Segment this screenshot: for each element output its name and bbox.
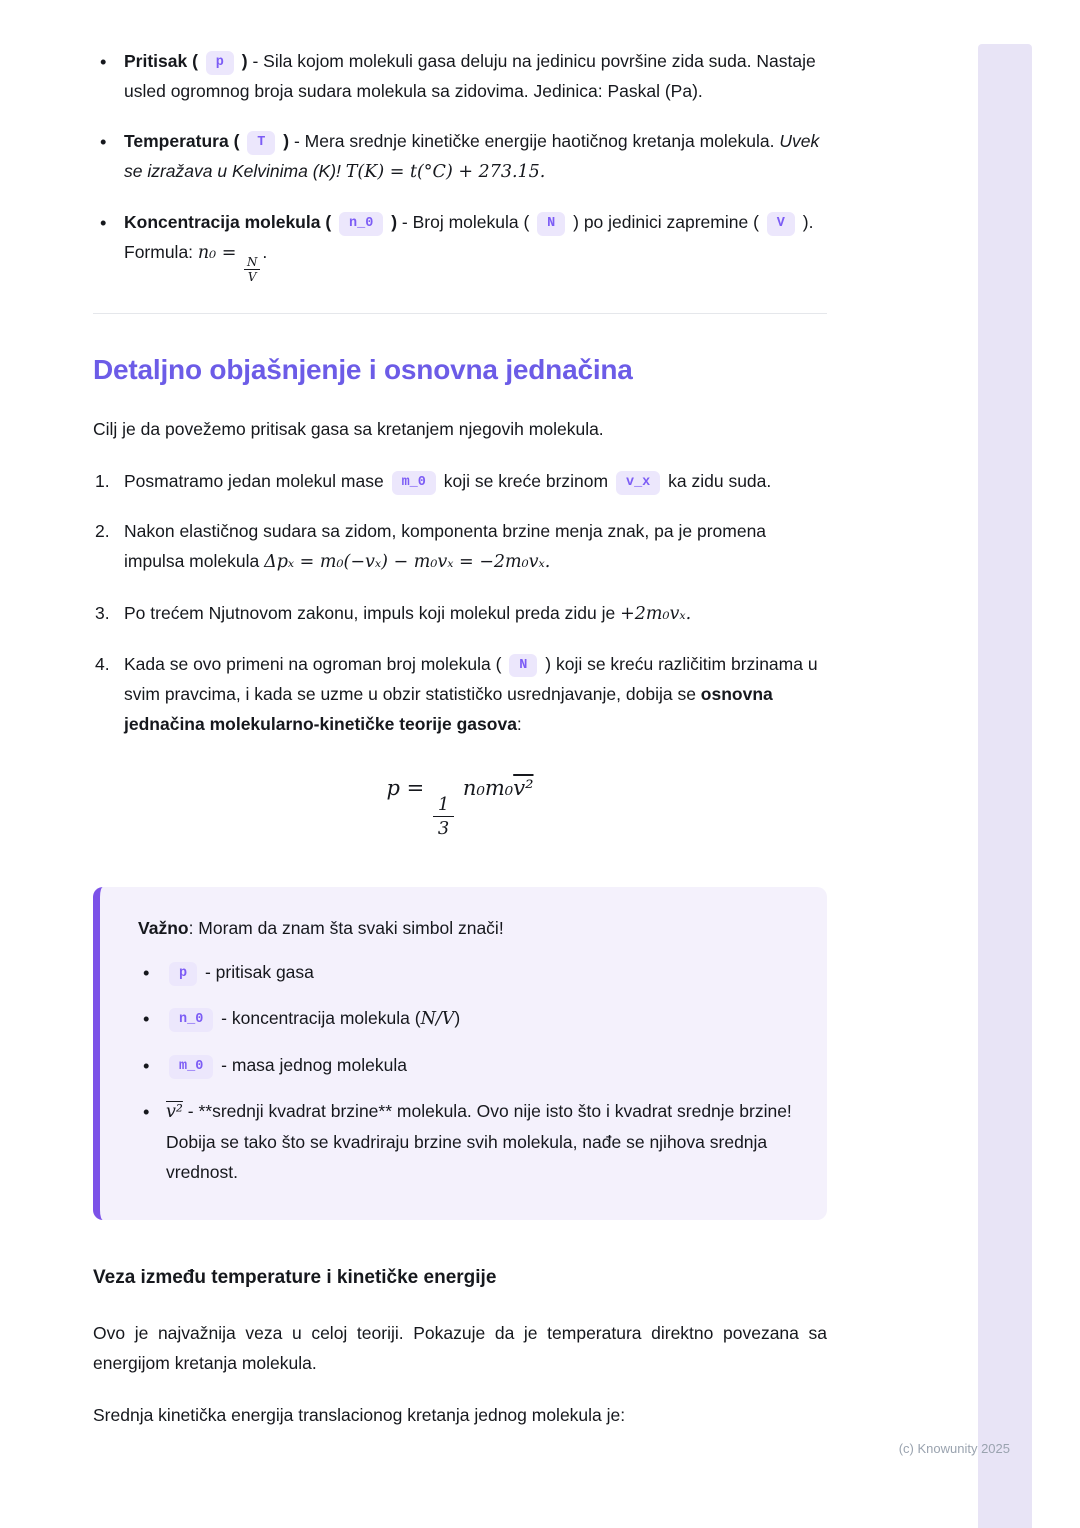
inline-code-chip: T (247, 131, 275, 155)
fraction-numerator: 1 (433, 793, 454, 817)
italic-text: Uvek se izražava u Kelvinima (K)! (124, 131, 820, 182)
step-item-1: Posmatramo jedan molekul mase m_0 koji se kreće brzinom v_x ka zidu suda. (93, 466, 827, 496)
callout-item-m0: • m_0 - masa jednog molekula (138, 1050, 797, 1080)
inline-code-chip: m_0 (169, 1055, 213, 1079)
math-inline: n₀m₀ (456, 775, 514, 800)
fraction-denominator: V (247, 270, 257, 285)
definition-item-temperatura: • Temperatura ( T ) - Mera srednje kinetičke energije haotičnog kretanja molekula. Uvek se izražava u Kelvinima (K)! T(K) = t(°C) + 273.15. (93, 126, 827, 187)
callout-list (138, 957, 797, 1188)
inline-code-chip: p (169, 962, 197, 986)
bold-text: Temperatura ( (124, 131, 245, 152)
step-item-2: Nakon elastičnog sudara sa zidom, komponenta brzine menja znak, pa je promena impulsa molekula Δpₓ = m₀(−vₓ) − m₀vₓ = −2m₀vₓ. (124, 521, 767, 573)
important-callout (93, 887, 827, 1220)
math-inline: +2m₀vₓ. (620, 603, 692, 624)
definition-item-koncentracija: • Koncentracija molekula ( n_0 ) - Broj molekula ( N ) po jedinici zapremine ( V ). Formula: n₀ = $\frac{N}{V}$ . (93, 207, 827, 284)
definitions-list (93, 46, 827, 285)
step-item-4: Kada se ovo primeni na ogroman broj molekula ( N ) koji se kreću različitim brzinama u svim pravcima, i kada se uzme u obzir statističko usrednjavanje, dobija se osnovna jednačina molekularno-kinetičke teorije gasova: (124, 653, 818, 734)
section-title: Detaljno objašnjenje i osnovna jednačina (93, 353, 633, 385)
math-fraction (244, 255, 260, 285)
paragraph-veza: Ovo je najvažnija veza u celoj teoriji. Pokazuje da je temperatura direktno povezana sa energijom kretanja molekula. (93, 1323, 827, 1374)
display-formula (93, 773, 827, 841)
document-content (93, 46, 827, 1453)
fraction-denominator: 3 (437, 818, 450, 840)
step-item-3: Po trećem Njutnovom zakonu, impuls koji molekul preda zidu je +2m₀vₓ. (124, 602, 692, 624)
callout-item-n0: • n_0 - koncentracija molekula (N/V) (138, 1003, 797, 1034)
math-overline: v² (513, 775, 534, 800)
bold-text: Važno (138, 917, 189, 938)
section-intro-paragraph: Cilj je da povežemo pritisak gasa sa kretanjem njegovih molekula. (93, 419, 604, 440)
footer-copyright: (c) Knowunity 2025 (898, 1441, 1010, 1456)
definition-item-pritisak: • Pritisak ( p ) - Sila kojom molekuli gasa deluju na jedinicu površine zida suda. Nastaje usled ogromnog broja sudara molekula sa zidovima. Jedinica: Paskal (Pa). (93, 46, 827, 106)
bold-text: Pritisak ( (124, 51, 203, 71)
bold-text: ) (236, 51, 248, 71)
inline-code-chip: N (509, 654, 537, 678)
inline-code-chip: p (206, 51, 234, 75)
math-fraction (433, 793, 454, 841)
callout-item-v2: • v² - **srednji kvadrat brzine** molekula. Ovo nije isto što i kvadrat srednje brzine! Dobija se tako što se kvadriraju brzine svih molekula, nađe se njihova srednja vrednost. (138, 1096, 797, 1187)
math-inline: N/V (420, 1009, 455, 1030)
section-divider (93, 313, 827, 314)
steps-list (93, 466, 827, 739)
math-overline: v² (166, 1102, 183, 1123)
subsection-title: Veza između temperature i kinetičke energije (93, 1266, 497, 1288)
bold-text: Koncentracija molekula ( (124, 212, 337, 233)
math-inline: p = (386, 775, 431, 800)
bold-text: ) (278, 131, 290, 152)
math-inline: Δpₓ = m₀(−vₓ) − m₀vₓ = −2m₀vₓ. (264, 552, 551, 573)
inline-code-chip: n_0 (169, 1008, 213, 1032)
bold-text: osnovna jednačina molekularno-kinetičke teorije gasova (124, 683, 773, 734)
page-scroll-strip (978, 44, 1032, 1528)
paragraph-energija: Srednja kinetička energija translacionog kretanja jednog molekula je: (93, 1405, 626, 1426)
math-inline: n₀ = (197, 243, 242, 264)
inline-code-chip: V (767, 212, 795, 236)
fraction-numerator: N (244, 255, 260, 270)
math-inline: T(K) = t(°C) + 273.15. (345, 162, 546, 183)
inline-code-chip: N (537, 212, 565, 236)
inline-code-chip: m_0 (392, 471, 436, 495)
bold-text: ) (386, 212, 398, 233)
inline-code-chip: n_0 (339, 212, 383, 236)
inline-code-chip: v_x (616, 471, 660, 495)
callout-title: Važno: Moram da znam šta svaki simbol znači! (138, 917, 504, 938)
callout-item-p: • p - pritisak gasa (138, 957, 797, 987)
